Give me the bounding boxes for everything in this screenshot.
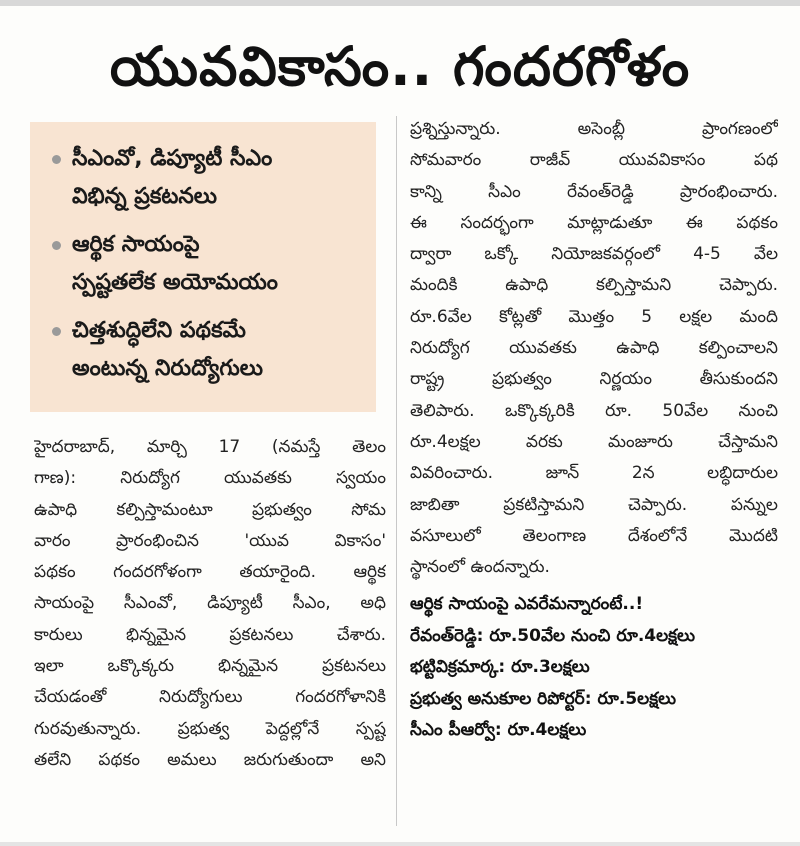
sub-heading: ఆర్థిక సాయంపై ఎవరేమన్నారంటే..!: [410, 594, 644, 615]
body-line: ఇలా ఒక్కొక్కరు భిన్నమైన ప్రకటనలు: [34, 656, 386, 677]
body-line: పథకం గందరగోళంగా తయారైంది. ఆర్థిక: [34, 562, 386, 583]
body-line: చేయడంతో నిరుద్యోగులు గందరగోళానికి: [34, 687, 386, 708]
body-line: నిరుద్యోగ యువతకు ఉపాధి కల్పించాలని: [410, 338, 778, 359]
statement-line: భట్టివిక్రమార్క: రూ.3లక్షలు: [410, 657, 590, 678]
body-line: వారం ప్రారంభించిన 'యువ వికాసం': [34, 530, 386, 551]
statement-line: రేవంత్‌రెడ్డి: రూ.50వేల నుంచి రూ.4లక్షలు: [410, 625, 695, 646]
column-divider: [396, 116, 397, 826]
right-column: [410, 114, 778, 747]
highlight-line: అంటున్న నిరుద్యోగులు: [72, 356, 264, 381]
highlights-box: [30, 122, 376, 412]
bottom-divider: [0, 842, 800, 846]
highlight-item: [50, 140, 362, 216]
headline: యువవికాసం.. గందరగోళం: [109, 35, 691, 98]
body-line: కాన్ని సీఎం రేవంత్‌రెడ్డి ప్రారంభించారు.: [410, 181, 778, 202]
bullet-icon: [52, 155, 61, 164]
highlight-line: స్పష్టతలేక అయోమయం: [72, 270, 278, 295]
highlight-line: విభిన్న ప్రకటనలు: [72, 184, 218, 209]
body-line: వసూలులో తెలంగాణ దేశంలోనే మొదటి: [410, 525, 778, 546]
body-line: రూ.4లక్షల వరకు మంజూరు చేస్తామని: [410, 431, 778, 452]
highlight-line: సీఎంవో, డిప్యూటీ సీఎం: [72, 146, 273, 171]
body-line: తలేని పథకం అమలు జరుగుతుందా అని: [34, 749, 386, 770]
body-line: హైదరాబాద్, మార్చి 17 (నమస్తే తెలం: [34, 437, 386, 457]
highlight-item: [50, 312, 362, 388]
body-line: ఉపాధి కల్పిస్తామంటూ ప్రభుత్వం సోమ: [34, 499, 386, 520]
highlight-item: [50, 226, 362, 302]
body-line: రూ.6వేల కోట్లతో మొత్తం 5 లక్షల మంది: [410, 306, 778, 327]
body-line: ద్వారా ఒక్కో నియోజకవర్గంలో 4-5 వేల: [410, 244, 778, 265]
body-line: వివరించారు. జూన్ 2న లబ్ధిదారుల: [410, 463, 778, 484]
body-line: జాబితా ప్రకటిస్తామని చెప్పారు. పన్నుల: [410, 494, 778, 515]
body-line: మందికి ఉపాధి కల్పిస్తామని చెప్పారు.: [410, 275, 778, 296]
bullet-icon: [52, 327, 61, 336]
body-line: తెలిపారు. ఒక్కొక్కరికి రూ. 50వేల నుంచి: [410, 400, 778, 421]
highlight-line: చిత్తశుద్ధిలేని పథకమే: [72, 318, 246, 343]
body-line: సోమవారం రాజీవ్ యువవికాసం పథ: [410, 150, 778, 171]
highlight-line: ఆర్థిక సాయంపై: [72, 232, 200, 257]
body-line: గాణ): నిరుద్యోగ యువతకు స్వయం: [34, 468, 386, 489]
body-line: ఈ సందర్భంగా మాట్లాడుతూ ఈ పథకం: [410, 212, 778, 233]
left-column: [34, 432, 386, 776]
body-line: ప్రశ్నిస్తున్నారు. అసెంబ్లీ ప్రాంగణంలో: [410, 119, 778, 139]
body-line: సాయంపై సీఎంవో, డిప్యూటీ సీఎం, అధి: [34, 593, 386, 614]
statement-line: ప్రభుత్వ అనుకూల రిపోర్టర్: రూ.5లక్షలు: [410, 688, 677, 709]
body-line: స్థానంలో ఉందన్నారు.: [410, 557, 550, 578]
body-line: గురవుతున్నారు. ప్రభుత్వ పెద్దల్లోనే స్పష్ట: [34, 718, 386, 739]
body-line: రాష్ట్ర ప్రభుత్వం నిర్ణయం తీసుకుందని: [410, 369, 778, 390]
statement-line: సీఎం పీఆర్వో: రూ.4లక్షలు: [410, 720, 587, 741]
bullet-icon: [52, 241, 61, 250]
body-line: కారులు భిన్నమైన ప్రకటనలు చేశారు.: [34, 624, 386, 645]
top-divider: [0, 0, 800, 6]
